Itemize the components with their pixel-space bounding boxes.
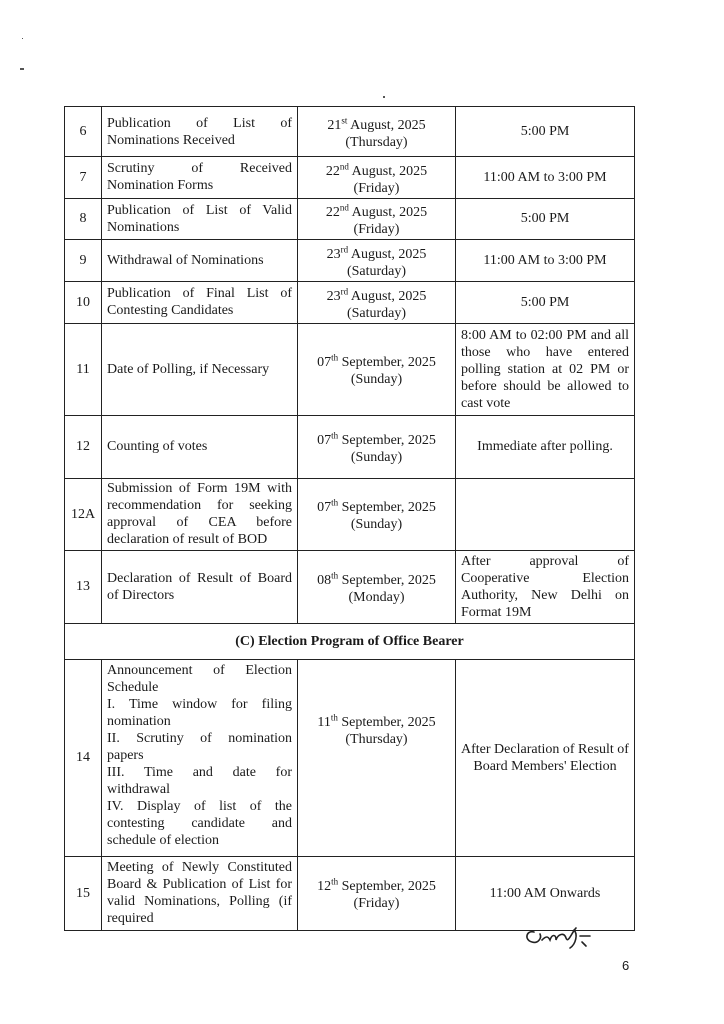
event-line: IV. Display of list of the contesting candidate and schedule of election [107, 798, 292, 848]
event-name: Withdrawal of Nominations [102, 240, 298, 282]
event-date: 11th September, 2025 (Thursday) [298, 659, 456, 856]
event-time: After Declaration of Result of Board Members' Election [456, 659, 635, 856]
event-line: II. Scrutiny of nomination papers [107, 730, 292, 763]
event-time: 11:00 AM to 3:00 PM [456, 240, 635, 282]
event-time: After approval of Cooperative Election Authority, New Delhi on Format 19M [456, 550, 635, 623]
event-time: 5:00 PM [456, 107, 635, 157]
section-heading: (C) Election Program of Office Bearer [65, 623, 635, 659]
serial-number: 9 [65, 240, 102, 282]
table-row [65, 281, 635, 323]
event-date: 07th September, 2025 (Sunday) [298, 478, 456, 550]
table-row [65, 157, 635, 199]
event-date: 12th September, 2025 (Friday) [298, 856, 456, 930]
table-row [65, 550, 635, 623]
table-row [65, 198, 635, 240]
serial-number: 10 [65, 281, 102, 323]
event-date: 23rd August, 2025 (Saturday) [298, 281, 456, 323]
event-date: 22nd August, 2025 (Friday) [298, 198, 456, 240]
event-line: I. Time window for filing nomination [107, 696, 292, 729]
event-name: Publication of Final List of Contesting Candidates [102, 281, 298, 323]
event-name: Publication of List of Nominations Received [102, 107, 298, 157]
event-name: Submission of Form 19M with recommendation for seeking approval of CEA before declaration of result of BOD [102, 478, 298, 550]
event-time [456, 478, 635, 550]
election-schedule-table [64, 106, 635, 931]
table-row [65, 240, 635, 282]
event-line: III. Time and date for withdrawal [107, 764, 292, 797]
event-time: 11:00 AM Onwards [456, 856, 635, 930]
serial-number: 8 [65, 198, 102, 240]
scan-speck [22, 38, 23, 39]
section-heading-row [65, 623, 635, 659]
event-date: 22nd August, 2025 (Friday) [298, 157, 456, 199]
event-time: 11:00 AM to 3:00 PM [456, 157, 635, 199]
event-name: Declaration of Result of Board of Directors [102, 550, 298, 623]
table-row [65, 659, 635, 856]
event-date: 21st August, 2025 (Thursday) [298, 107, 456, 157]
serial-number: 13 [65, 550, 102, 623]
event-date: 07th September, 2025 (Sunday) [298, 415, 456, 478]
table-row [65, 415, 635, 478]
table-row [65, 478, 635, 550]
event-name: Meeting of Newly Constituted Board & Publication of List for valid Nominations, Polling (if required [102, 856, 298, 930]
serial-number: 6 [65, 107, 102, 157]
event-time: 5:00 PM [456, 198, 635, 240]
event-date: 07th September, 2025 (Sunday) [298, 323, 456, 415]
event-name: Scrutiny of Received Nomination Forms [102, 157, 298, 199]
serial-number: 12A [65, 478, 102, 550]
page-number: 6 [622, 958, 630, 973]
serial-number: 15 [65, 856, 102, 930]
handwritten-signature [520, 918, 594, 952]
event-time: Immediate after polling. [456, 415, 635, 478]
event-name [102, 659, 298, 856]
event-line: Announcement of Election Schedule [107, 662, 292, 695]
scan-speck [383, 96, 385, 98]
serial-number: 11 [65, 323, 102, 415]
event-name: Counting of votes [102, 415, 298, 478]
event-time: 5:00 PM [456, 281, 635, 323]
event-date: 23rd August, 2025 (Saturday) [298, 240, 456, 282]
event-time: 8:00 AM to 02:00 PM and all those who have entered polling station at 02 PM or before should be allowed to cast vote [456, 323, 635, 415]
table-row [65, 323, 635, 415]
event-date: 08th September, 2025 (Monday) [298, 550, 456, 623]
serial-number: 14 [65, 659, 102, 856]
event-name: Date of Polling, if Necessary [102, 323, 298, 415]
table-row [65, 107, 635, 157]
event-name: Publication of List of Valid Nominations [102, 198, 298, 240]
scan-speck [20, 68, 24, 70]
serial-number: 12 [65, 415, 102, 478]
serial-number: 7 [65, 157, 102, 199]
